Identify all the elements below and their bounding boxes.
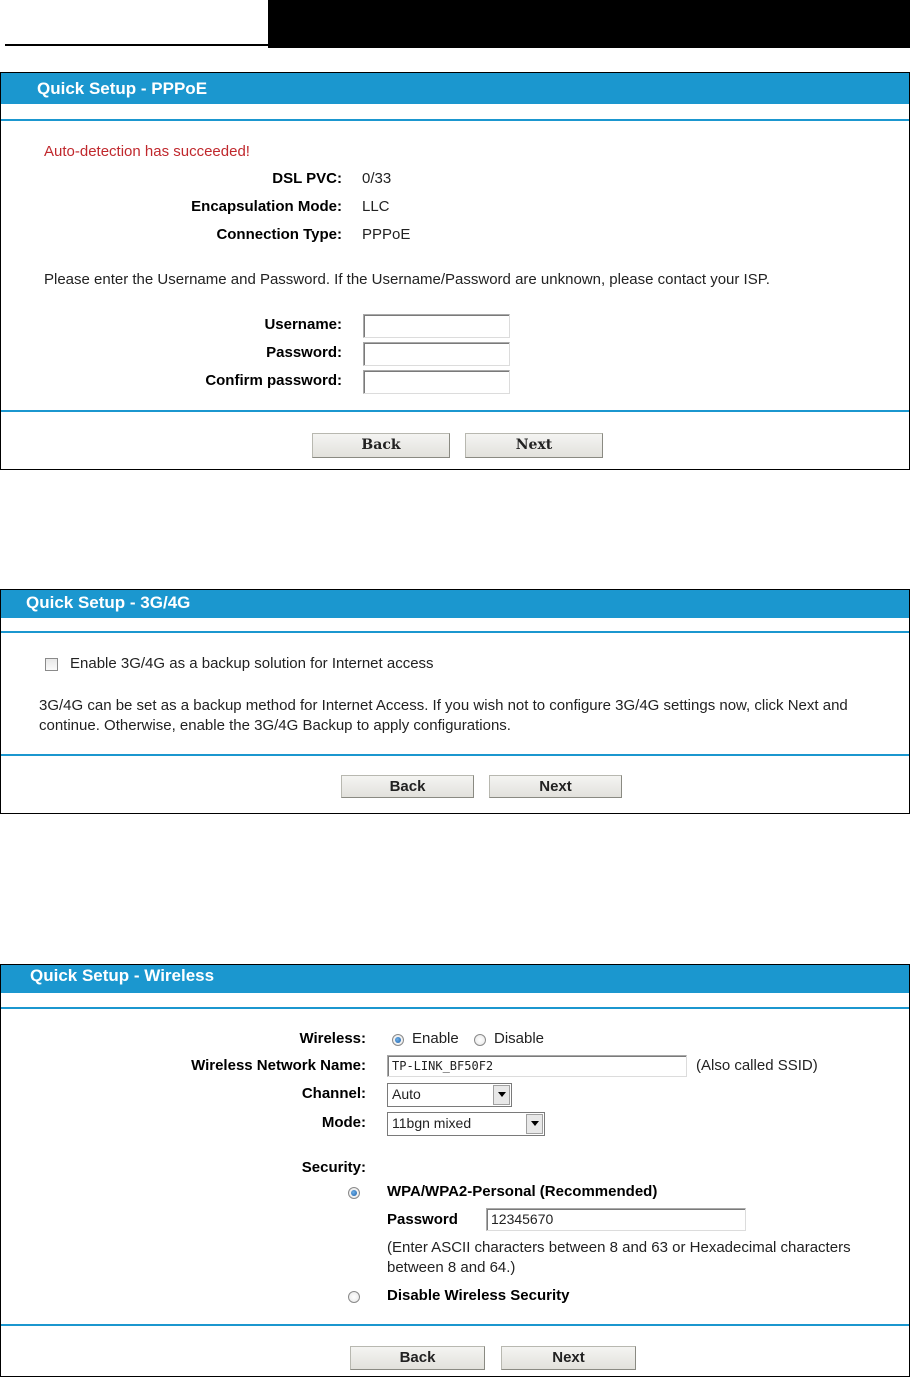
wpa-personal-radio[interactable] [348,1187,360,1199]
separator [1,119,909,121]
enable-3g4g-label: Enable 3G/4G as a backup solution for Internet access [70,655,434,672]
ssid-input[interactable]: TP-LINK_BF50F2 [387,1055,687,1077]
dsl-pvc-value: 0/33 [362,170,392,187]
3g4g-title: Quick Setup - 3G/4G [1,590,909,618]
enable-3g4g-checkbox[interactable] [45,658,58,671]
confirm-password-label: Confirm password: [205,372,342,389]
password-label: Password: [266,344,342,361]
3g4g-panel [0,589,910,814]
wifi-password-label: Password [387,1211,458,1228]
instruction-text: Please enter the Username and Password. If the Username/Password are unknown, please contact your ISP. [44,271,770,288]
status-message: Auto-detection has succeeded! [44,143,250,160]
wireless-panel [0,964,910,1377]
next-button[interactable]: Next [489,775,622,798]
wireless-enable-radio[interactable] [392,1034,404,1046]
header-black-bar [268,0,910,48]
wifi-password-input[interactable]: 12345670 [486,1208,746,1231]
ssid-label: Wireless Network Name: [191,1057,366,1074]
channel-select[interactable] [387,1083,512,1107]
wireless-label: Wireless: [299,1030,366,1047]
wireless-disable-label: Disable [494,1030,545,1047]
connection-type-value: PPPoE [362,226,411,243]
encapsulation-mode-value: LLC [362,198,390,215]
password-input[interactable] [363,342,510,366]
separator [1,1007,909,1009]
description-line-2: continue. Otherwise, enable the 3G/4G Backup to apply configurations. [39,717,511,734]
pppoe-title: Quick Setup - PPPoE [1,73,909,104]
connection-type-label: Connection Type: [216,226,342,243]
mode-select[interactable] [387,1112,545,1136]
confirm-password-input[interactable] [363,370,510,394]
mode-value: 11bgn mixed [392,1115,472,1131]
header-underline [5,44,268,46]
password-hint-line-1: (Enter ASCII characters between 8 and 63 or Hexadecimal characters [387,1239,851,1256]
username-label: Username: [264,316,342,333]
separator [1,631,909,633]
wpa-personal-label: WPA/WPA2-Personal (Recommended) [387,1183,658,1200]
wireless-enable-label: Enable [412,1030,459,1047]
wireless-disable-radio[interactable] [474,1034,486,1046]
channel-label: Channel: [301,1085,366,1102]
dsl-pvc-label: DSL PVC: [272,170,342,187]
wireless-title: Quick Setup - Wireless [1,965,909,993]
chevron-down-icon [526,1114,543,1134]
description-line-1: 3G/4G can be set as a backup method for Internet Access. If you wish not to configure 3G/4G settings now, click Next and [39,697,848,714]
separator [1,754,909,756]
security-label: Security: [301,1159,366,1176]
disable-security-radio[interactable] [348,1291,360,1303]
next-button[interactable]: Next [501,1346,636,1370]
back-button[interactable]: Back [312,433,450,458]
mode-label: Mode: [321,1114,366,1131]
username-input[interactable] [363,314,510,338]
back-button[interactable]: Back [341,775,474,798]
separator [1,410,909,412]
back-button[interactable]: Back [350,1346,485,1370]
channel-value: Auto [392,1086,421,1102]
chevron-down-icon [493,1085,510,1105]
disable-security-label: Disable Wireless Security [387,1287,570,1304]
separator [1,1324,909,1326]
encapsulation-mode-label: Encapsulation Mode: [191,198,342,215]
password-hint-line-2: between 8 and 64.) [387,1259,516,1276]
next-button[interactable]: Next [465,433,603,458]
ssid-note: (Also called SSID) [696,1057,818,1074]
pppoe-panel [0,72,910,470]
